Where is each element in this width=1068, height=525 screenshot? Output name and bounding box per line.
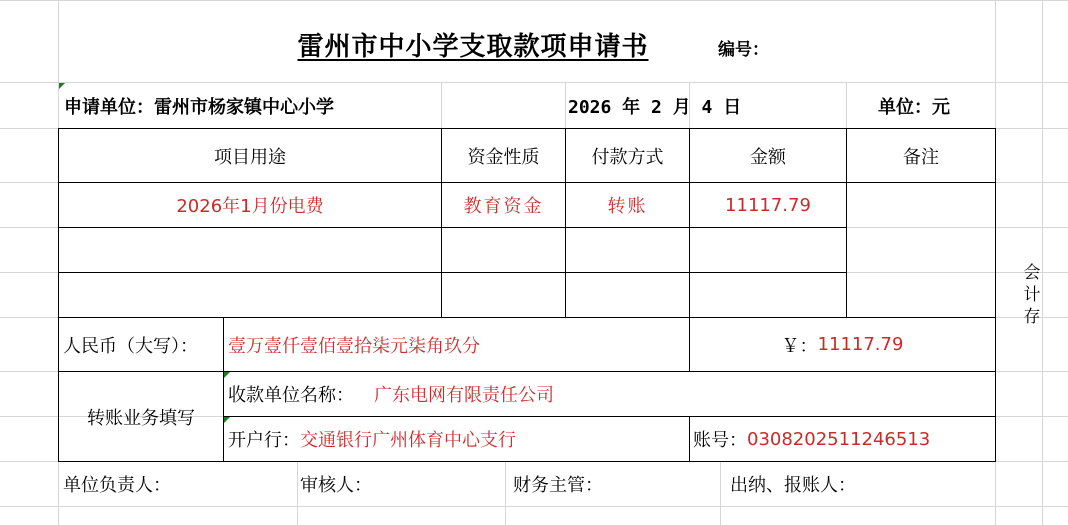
account-label: 账号： xyxy=(693,430,747,451)
header-amount: 金额 xyxy=(750,146,786,168)
side-note-char: 计 xyxy=(1023,285,1041,305)
unit-label[interactable]: 单位：元 xyxy=(878,96,950,118)
bank-value: 交通银行广州体育中心支行 xyxy=(300,430,516,451)
account-value: 0308202511246513 xyxy=(747,428,931,450)
account-row[interactable] xyxy=(693,417,993,461)
row-payment-method[interactable]: 转账 xyxy=(607,196,648,217)
header-payment-method: 付款方式 xyxy=(591,146,664,168)
bank-row[interactable] xyxy=(228,417,688,461)
side-note-char: 会 xyxy=(1023,263,1041,283)
yuan-symbol-label: ￥： xyxy=(781,335,818,357)
signature-finance[interactable]: 财务主管： xyxy=(513,475,603,496)
rmb-numeric-amount: 11117.79 xyxy=(817,334,904,355)
remarks-cell[interactable] xyxy=(847,183,995,317)
row-purpose[interactable]: 2026年1月份电费 xyxy=(176,196,324,217)
empty-row-cell[interactable] xyxy=(59,228,441,272)
application-date[interactable]: 2026 年 2 月 4 日 xyxy=(568,96,742,118)
rmb-numeric-cell[interactable] xyxy=(690,318,995,371)
signature-leader[interactable]: 单位负责人： xyxy=(63,475,171,496)
row-amount[interactable]: 11117.79 xyxy=(725,194,811,216)
signature-auditor[interactable]: 审核人： xyxy=(300,475,372,496)
transfer-section-label: 转账业务填写 xyxy=(87,407,195,429)
row-fund-nature[interactable]: 教育资金 xyxy=(463,196,544,217)
bank-label: 开户行： xyxy=(228,430,300,451)
side-note-accounting-copy xyxy=(1012,255,1052,335)
rmb-label: 人民币（大写）： xyxy=(63,335,198,357)
payee-value: 广东电网有限责任公司 xyxy=(374,385,554,406)
header-remarks: 备注 xyxy=(903,146,939,168)
applicant-label[interactable]: 申请单位：雷州市杨家镇中心小学 xyxy=(64,96,334,118)
form-title: 雷州市中小学支取款项申请书 xyxy=(297,31,649,62)
header-fund-nature: 资金性质 xyxy=(467,146,540,168)
number-label: 编号： xyxy=(718,39,769,60)
empty-row-cell[interactable] xyxy=(59,273,441,317)
signature-cashier[interactable]: 出纳、报账人： xyxy=(730,475,856,496)
payee-row[interactable] xyxy=(228,372,994,416)
side-note-char: 存 xyxy=(1023,307,1041,327)
payee-label: 收款单位名称： xyxy=(228,385,354,406)
rmb-uppercase-amount[interactable]: 壹万壹仟壹佰壹拾柒元柒角玖分 xyxy=(228,335,480,357)
header-purpose: 项目用途 xyxy=(214,146,286,168)
